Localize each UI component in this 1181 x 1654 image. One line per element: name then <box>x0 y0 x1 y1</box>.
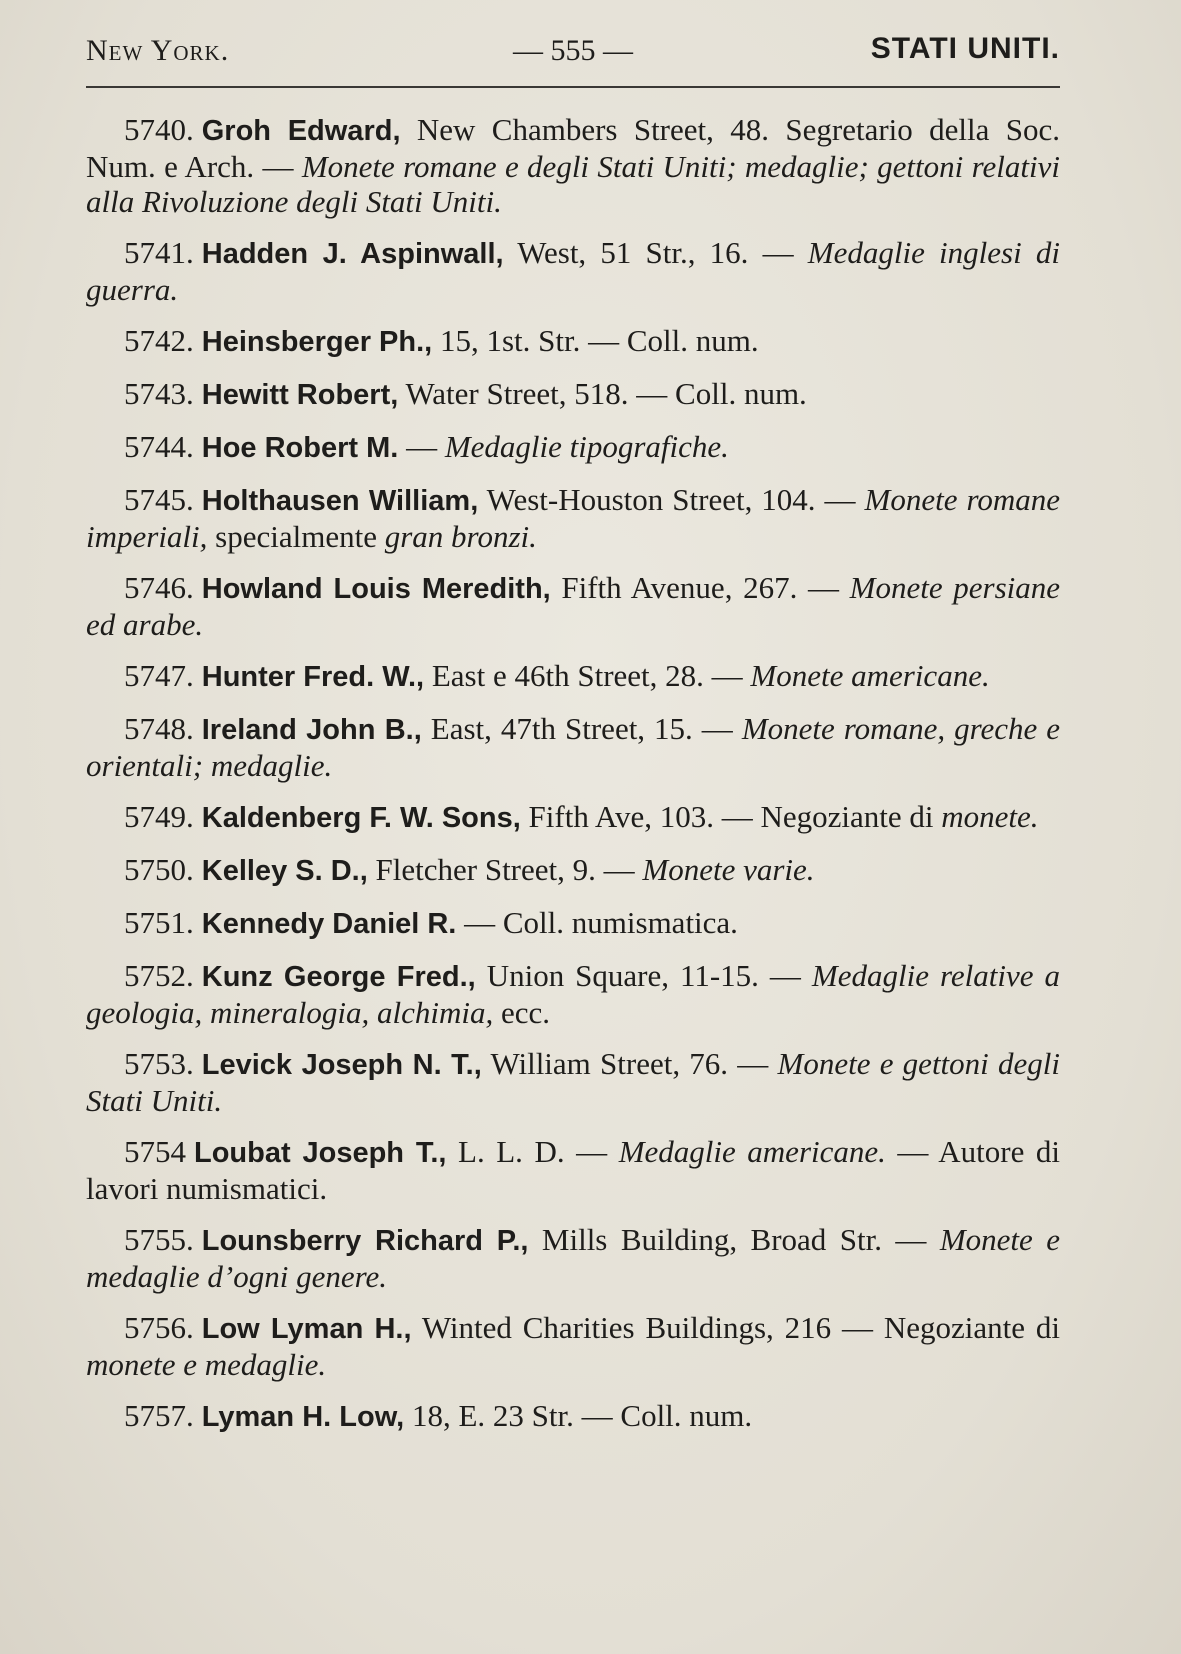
directory-entry <box>86 376 1060 413</box>
directory-entry <box>86 658 1060 695</box>
directory-entry <box>86 235 1060 307</box>
entry-description: Monete americane. <box>750 658 990 693</box>
header-city: New York. <box>86 34 230 67</box>
directory-entry <box>86 1046 1060 1118</box>
collector-name: Kelley S. D., <box>201 855 368 887</box>
directory-entries <box>86 112 1060 1451</box>
entry-number: 5743. <box>124 376 194 411</box>
entry-address: East, 47th Street, 15. — <box>421 711 742 746</box>
entry-address: 15, 1st. Str. — Coll. num. <box>432 323 759 358</box>
collector-name: Low Lyman H., <box>201 1313 412 1345</box>
entry-address: L. L. D. — <box>446 1134 619 1169</box>
collector-name: Heinsberger Ph., <box>201 326 433 358</box>
entry-address: Fifth Ave, 103. — Negoziante di <box>520 799 942 834</box>
entry-tail: — Autore di lavori numismatici. <box>86 1134 1060 1206</box>
directory-entry <box>86 905 1060 942</box>
collector-name: Howland Louis Meredith, <box>201 573 551 605</box>
header-rule <box>86 86 1060 88</box>
entry-number: 5745. <box>124 482 194 517</box>
page-number: — 555 — <box>513 34 633 67</box>
entry-address: — Coll. numismatica. <box>456 905 738 940</box>
entry-number: 5754 <box>124 1134 186 1169</box>
collector-name: Hewitt Robert, <box>201 379 399 411</box>
entry-address: East e 46th Street, 28. — <box>424 658 751 693</box>
entry-address: West-Houston Street, 104. — <box>478 482 865 517</box>
directory-entry <box>86 1398 1060 1435</box>
collector-name: Holthausen William, <box>201 485 479 517</box>
directory-entry <box>86 958 1060 1030</box>
directory-entry <box>86 570 1060 642</box>
directory-entry <box>86 711 1060 783</box>
entry-number: 5752. <box>124 958 194 993</box>
entry-description: monete e medaglie. <box>86 1347 327 1382</box>
entry-number: 5753. <box>124 1046 194 1081</box>
entry-address: — <box>398 429 445 464</box>
entry-number: 5747. <box>124 658 194 693</box>
entry-description: Monete romane, greche e orientali; medaglie. <box>86 711 1061 783</box>
collector-name: Groh Edward, <box>201 115 401 147</box>
directory-entry <box>86 323 1060 360</box>
collector-name: Hadden J. Aspinwall, <box>201 238 504 270</box>
entry-number: 5749. <box>124 799 194 834</box>
entry-description: monete. <box>941 799 1039 834</box>
directory-entry <box>86 429 1060 466</box>
entry-description: Medaglie americane. <box>618 1134 886 1169</box>
entry-number: 5746. <box>124 570 194 605</box>
entry-address: Fifth Avenue, 267. — <box>550 570 850 605</box>
entry-description-extra: gran bronzi. <box>384 519 537 554</box>
entry-number: 5742. <box>124 323 194 358</box>
entry-address: William Street, 76. — <box>481 1046 778 1081</box>
entry-description: Monete persiane ed arabe. <box>86 570 1061 642</box>
collector-name: Hoe Robert M. <box>201 432 399 464</box>
entry-description: Medaglie inglesi di guerra. <box>86 235 1060 307</box>
entry-tail: ecc. <box>493 995 551 1030</box>
entry-description: Monete e gettoni degli Stati Uniti. <box>86 1046 1060 1118</box>
running-header <box>86 28 1060 78</box>
entry-description: Medaglie relative a geologia, mineralogia, alchimia, <box>86 958 1060 1030</box>
directory-entry <box>86 1134 1060 1206</box>
entry-address: West, 51 Str., 16. — <box>503 235 808 270</box>
entry-number: 5740. <box>124 112 194 147</box>
entry-tail: specialmente <box>207 519 385 554</box>
entry-number: 5756. <box>124 1310 194 1345</box>
collector-name: Lyman H. Low, <box>201 1401 405 1433</box>
entry-address: Fletcher Street, 9. — <box>367 852 643 887</box>
entry-number: 5757. <box>124 1398 194 1433</box>
collector-name: Loubat Joseph T., <box>194 1137 447 1169</box>
directory-entry <box>86 482 1060 554</box>
directory-entry <box>86 799 1060 836</box>
entry-description: Monete varie. <box>642 852 815 887</box>
entry-number: 5755. <box>124 1222 194 1257</box>
collector-name: Kunz George Fred., <box>201 961 476 993</box>
entry-number: 5748. <box>124 711 194 746</box>
entry-description: Monete romane imperiali, <box>86 482 1061 554</box>
entry-address: New Chambers Street, 48. Segretario della Soc. Num. e Arch. — <box>86 112 1060 184</box>
collector-name: Kaldenberg F. W. Sons, <box>201 802 521 834</box>
entry-address: Mills Building, Broad Str. — <box>528 1222 940 1257</box>
entry-number: 5750. <box>124 852 194 887</box>
collector-name: Ireland John B., <box>201 714 422 746</box>
entry-number: 5751. <box>124 905 194 940</box>
collector-name: Levick Joseph N. T., <box>201 1049 482 1081</box>
header-country: STATI UNITI. <box>870 32 1060 65</box>
directory-entry <box>86 1222 1060 1294</box>
directory-entry <box>86 112 1060 219</box>
entry-description: Monete e medaglie d’ogni genere. <box>86 1222 1060 1294</box>
entry-number: 5744. <box>124 429 194 464</box>
entry-address: Water Street, 518. — Coll. num. <box>398 376 807 411</box>
collector-name: Kennedy Daniel R. <box>201 908 457 940</box>
entry-number: 5741. <box>124 235 194 270</box>
collector-name: Lounsberry Richard P., <box>201 1225 529 1257</box>
entry-address: Union Square, 11-15. — <box>475 958 812 993</box>
directory-entry <box>86 852 1060 889</box>
entry-description: Monete romane e degli Stati Uniti; medaglie; gettoni relativi alla Rivoluzione degli Stati Uniti. <box>86 149 1060 219</box>
entry-address: 18, E. 23 Str. — Coll. num. <box>404 1398 753 1433</box>
entry-description: Medaglie tipografiche. <box>444 429 729 464</box>
entry-address: Winted Charities Buildings, 216 — Negoziante di <box>411 1310 1060 1345</box>
collector-name: Hunter Fred. W., <box>201 661 425 693</box>
directory-entry <box>86 1310 1060 1382</box>
